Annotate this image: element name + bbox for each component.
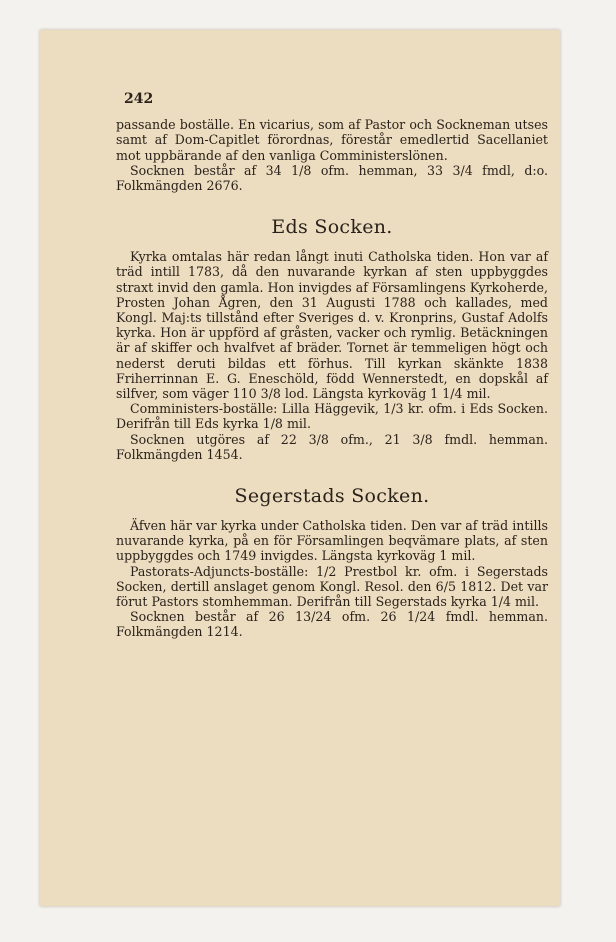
eds-heading: [116, 215, 548, 239]
intro-paragraph-2: Socknen består af 34 1/8 ofm. hemman, 33 3/4 fmdl, d:o. Folkmängden 2676.: [116, 162, 548, 194]
eds-paragraph-1: Kyrka omtalas här redan långt inuti Catholska tiden. Hon var af träd intill 1783, då den nuvarande kyrkan af sten uppbyggdes straxt invid den gamla. Hon invigdes af Församlingens Kyrkoherde, Prosten Johan Ågren, den 31 Augusti 1788 och kallades, med Kongl. Maj:ts tillstånd efter Sveriges d. v. Kronprins, Gustaf Adolfs kyrka. Hon är uppförd af gråsten, vacker och rymlig. Betäckningen är af skiffer och hvalfvet af bräder. Tornet är temmeligen högt och nederst deruti bildas ett förhus. Till kyrkan skänkte 1838 Friherrinnan E. G. Eneschöld, född Wennerstedt, en dopskål af silfver, som väger 110 3/8 lod. Längsta kyrkoväg 1 1/4 mil.: [116, 249, 548, 402]
page-content: [116, 92, 548, 640]
segerstad-heading: [116, 484, 548, 508]
intro-paragraph-1: passande boställe. En vicarius, som af Pastor och Sockneman utses samt af Dom-Capitlet förordnas, förestår emedlertid Sacellaniet mot uppbärande af den vanliga Comministerslönen.: [116, 117, 548, 163]
eds-paragraph-3: Socknen utgöres af 22 3/8 ofm., 21 3/8 fmdl. hemman. Folkmängden 1454.: [116, 431, 548, 462]
segerstad-paragraph-2: Pastorats-Adjuncts-boställe: 1/2 Prestbol kr. ofm. i Segerstads Socken, dertill anslaget genom Kongl. Resol. den 6/5 1812. Det var förut Pastors stomhemman. Derifrån till Segerstads kyrka 1/4 mil.: [116, 563, 548, 610]
eds-paragraph-2: Comministers-boställe: Lilla Häggevik, 1/3 kr. ofm. i Eds Socken. Derifrån till Eds kyrka 1/8 mil.: [116, 401, 548, 432]
page-number: 242: [124, 91, 154, 107]
book-page: [40, 30, 560, 906]
eds-heading-text: Eds Socken.: [271, 216, 393, 239]
segerstad-paragraph-3: Socknen består af 26 13/24 ofm. 26 1/24 fmdl. hemman. Folkmängden 1214.: [116, 609, 548, 640]
segerstad-paragraph-1: Äfven här var kyrka under Catholska tiden. Den var af träd intills nuvarande kyrka, på en för Församlingen beqvämare plats, af sten uppbyggdes och 1749 invigdes. Längsta kyrkoväg 1 mil.: [116, 518, 548, 564]
segerstad-heading-text: Segerstads Socken.: [234, 485, 430, 508]
